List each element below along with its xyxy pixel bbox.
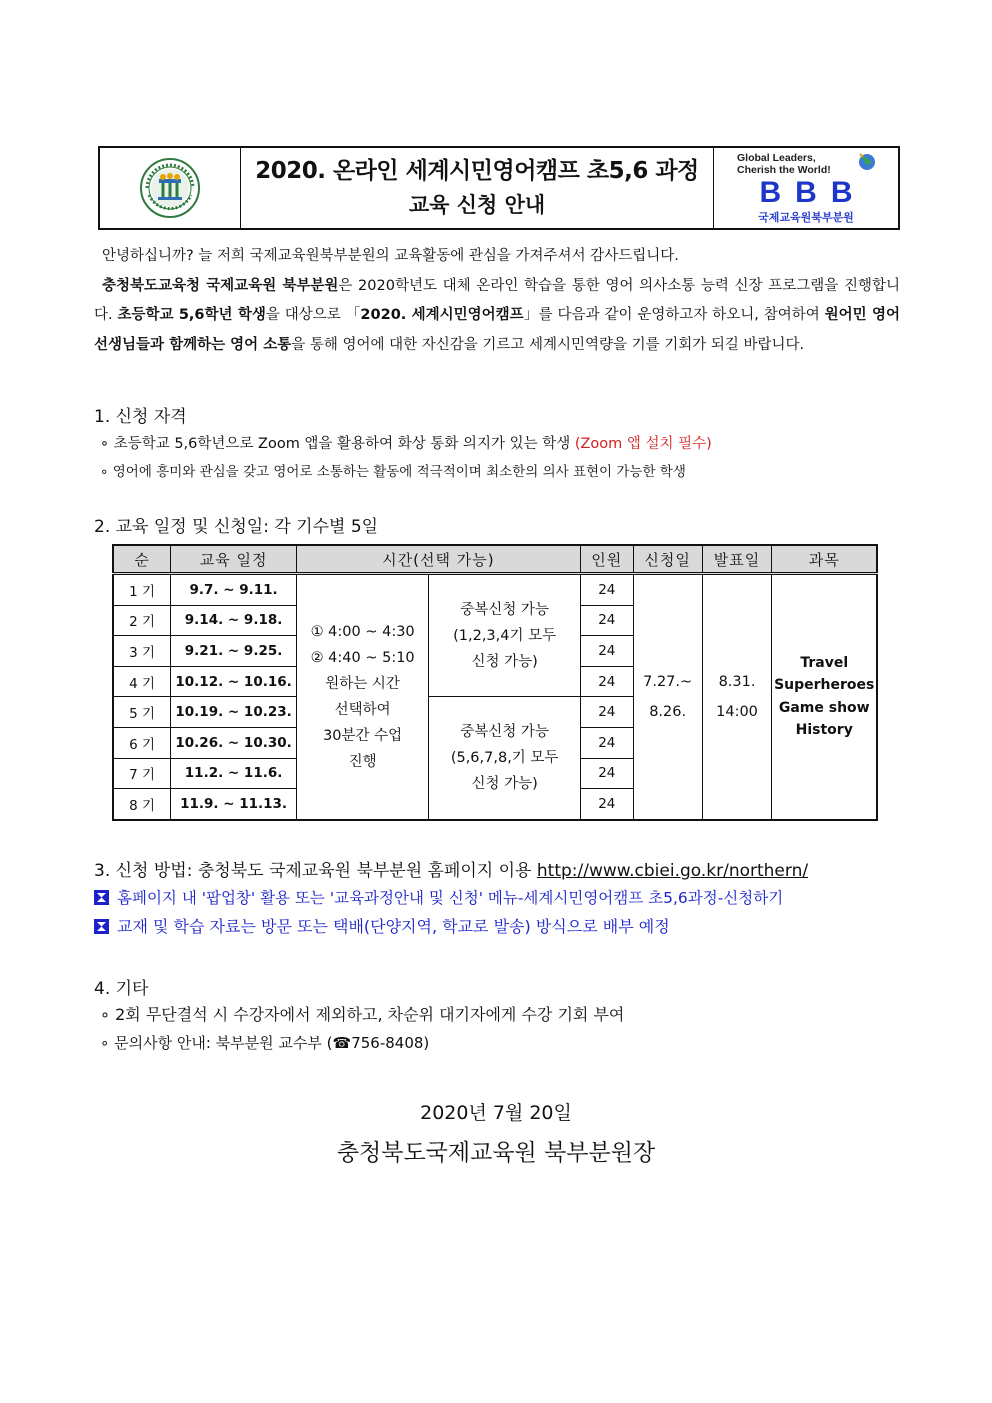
- header-apply: 신청일: [633, 545, 702, 574]
- table-header-row: [113, 545, 877, 574]
- slogan-line1: Global Leaders,: [737, 152, 816, 164]
- section4-title: 4. 기타: [94, 979, 149, 999]
- left-logo-cell: [100, 148, 241, 228]
- table-row: 1 기 9.7. ~ 9.11. ① 4:00 ~ 4:30 ② 4:40 ~ 5:10 원하는 시간 선택하여 30분간 수업 진행 중복신청 가능 (1,2,3,4기 모두 신청 가능) 24 7.27.~ 8.26. 8.31. 14:00 Travel Superheroes Game show History: [113, 574, 877, 606]
- header-time: 시간(선택 가능): [296, 545, 580, 574]
- table-row: 2 기 9.14. ~ 9.18. 24: [113, 605, 877, 636]
- intro-org: 충청북도교육청 국제교육원 북부분원: [102, 277, 339, 294]
- signature-line: 충청북도국제교육원 북부분원장: [336, 1140, 656, 1166]
- subject-cell: Travel Superheroes Game show History: [772, 574, 877, 820]
- bbb-subtitle: 국제교육원북부분원: [758, 211, 854, 224]
- slogan-line2: Cherish the World!: [737, 164, 831, 176]
- bbb-letter-3: B: [830, 176, 853, 209]
- section1-title: 1. 신청 자격: [94, 407, 187, 427]
- table-row: 5 기 10.19. ~ 10.23. 중복신청 가능 (5,6,7,8,기 모두 신청 가능) 24: [113, 697, 877, 728]
- title-cell: [241, 148, 714, 228]
- header-period: 교육 일정: [171, 545, 297, 574]
- table-row: 6 기 10.26. ~ 10.30. 24: [113, 727, 877, 758]
- bbb-logo: [759, 176, 853, 209]
- table-row: 3 기 9.21. ~ 9.25. 24: [113, 636, 877, 667]
- globe-icon: [857, 151, 877, 173]
- header-no: 순: [113, 545, 171, 574]
- right-logo-cell: [714, 148, 898, 228]
- announce-cell: 8.31. 14:00: [702, 574, 772, 820]
- section1-bullet1: ∘ 초등학교 5,6학년으로 Zoom 앱을 활용하여 화상 통화 의지가 있는 학생 (Zoom 앱 설치 필수): [100, 436, 712, 452]
- intro-paragraph: [94, 242, 900, 360]
- slogan-block: [731, 151, 881, 177]
- table-row: 4 기 10.12. ~ 10.16. 24: [113, 666, 877, 697]
- page-title: 2020. 온라인 세계시민영어캠프 초5,6 과정: [255, 158, 699, 184]
- time-cell: ① 4:00 ~ 4:30 ② 4:40 ~ 5:10 원하는 시간 선택하여 30분간 수업 진행: [296, 574, 428, 820]
- bbb-letter-2: B: [795, 176, 817, 209]
- header-subject: 과목: [772, 545, 877, 574]
- section4-bullet2: ∘ 문의사항 안내: 북부분원 교수부 (☎756-8408): [100, 1034, 430, 1052]
- homepage-link[interactable]: http://www.cbiei.go.kr/northern/: [536, 861, 809, 881]
- intro-body: 충청북도교육청 국제교육원 북부분원은 2020학년도 대체 온라인 학습을 통한 영어 의사소통 능력 신장 프로그램을 진행합니다. 초등학교 5,6학년 학생을 대상으로 「2020. 세계시민영어캠프」를 다음과 같이 운영하고자 하오니, 참여하여 원어민 영어 선생님들과 함께하는 영어 소통을 통해 영어에 대한 자신감을 기르고 세계시민역량을 기를 기회가 되길 바랍니다.: [94, 277, 901, 353]
- section2-title: 2. 교육 일정 및 신청일: 각 기수별 5일: [94, 517, 379, 537]
- institution-emblem-icon: [139, 157, 201, 219]
- schedule-table: [112, 544, 878, 821]
- header-box: [98, 146, 900, 230]
- intro-line1: 안녕하십니까? 늘 저희 국제교육원북부분원의 교육활동에 관심을 가져주셔서 감사드립니다.: [102, 248, 679, 264]
- section1-bullet2: ∘ 영어에 흥미와 관심을 갖고 영어로 소통하는 활동에 적극적이며 최소한의 의사 표현이 가능한 학생: [100, 464, 686, 480]
- header-count: 인원: [580, 545, 633, 574]
- blue-square-bullet-icon: [94, 890, 109, 905]
- blue-square-bullet-icon: [94, 919, 109, 934]
- table-row: 7 기 11.2. ~ 11.6. 24: [113, 758, 877, 789]
- section3-title: 3. 신청 방법: 충청북도 국제교육원 북부분원 홈페이지 이용 http://www.cbiei.go.kr/northern/: [94, 861, 809, 881]
- bbb-letter-1: B: [759, 176, 782, 209]
- duplicate-note-2: 중복신청 가능 (5,6,7,8,기 모두 신청 가능): [429, 697, 581, 820]
- section4-bullet1: ∘ 2회 무단결석 시 수강자에서 제외하고, 차순위 대기자에게 수강 기회 부여: [100, 1005, 625, 1024]
- duplicate-note-1: 중복신청 가능 (1,2,3,4기 모두 신청 가능): [429, 574, 581, 697]
- header-announce: 발표일: [702, 545, 772, 574]
- page-subtitle: 교육 신청 안내: [408, 193, 546, 217]
- section3-line2: 홈페이지 내 '팝업창' 활용 또는 '교육과정안내 및 신청' 메뉴-세계시민영어캠프 초5,6과정-신청하기: [94, 886, 783, 908]
- section3-line3: 교재 및 학습 자료는 방문 또는 택배(단양지역, 학교로 발송) 방식으로 배부 예정: [94, 914, 670, 937]
- document-date: 2020년 7월 20일: [420, 1102, 572, 1124]
- table-row: 8 기 11.9. ~ 11.13. 24: [113, 789, 877, 820]
- apply-period-cell: 7.27.~ 8.26.: [633, 574, 702, 820]
